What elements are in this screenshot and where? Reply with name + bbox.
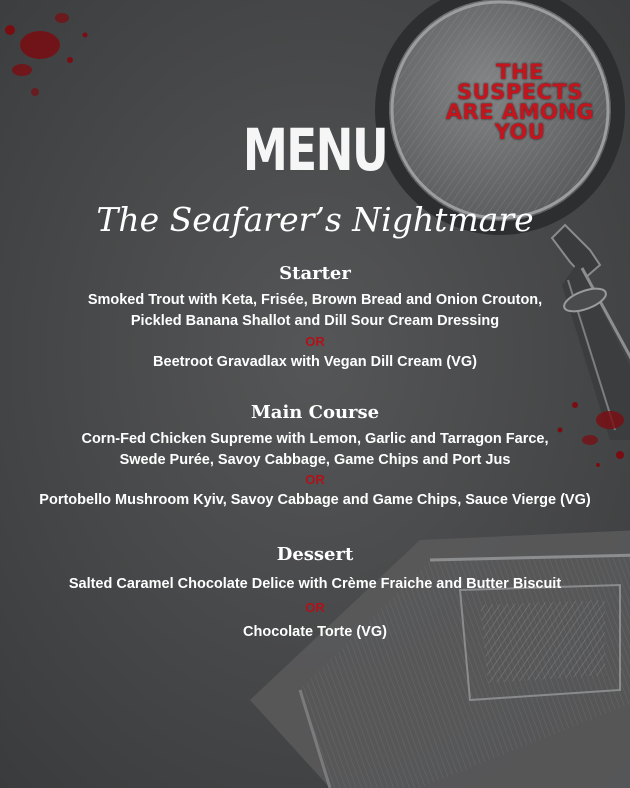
dish-line: Portobello Mushroom Kyiv, Savoy Cabbage and Game Chips, Sauce Vierge (VG) bbox=[39, 492, 591, 508]
dish-line: Salted Caramel Chocolate Delice with Crème Fraiche and Butter Biscuit bbox=[68, 576, 562, 592]
tagline-line: ARE AMONG bbox=[445, 100, 595, 124]
dish-line: Chocolate Torte (VG) bbox=[243, 624, 387, 640]
course-heading-dessert: Dessert bbox=[276, 544, 354, 565]
or-separator: OR bbox=[305, 472, 325, 487]
or-separator: OR bbox=[305, 334, 325, 349]
dish-line: Pickled Banana Shallot and Dill Sour Cream Dressing bbox=[130, 313, 500, 329]
dish-line: Swede Purée, Savoy Cabbage, Game Chips and Port Jus bbox=[119, 452, 511, 468]
course-heading-starter: Starter bbox=[279, 263, 351, 284]
tagline-line: YOU bbox=[494, 120, 546, 144]
menu-subtitle: The Seafarer’s Nightmare bbox=[96, 200, 534, 239]
page-title: MENU bbox=[242, 116, 388, 184]
course-heading-main: Main Course bbox=[250, 402, 380, 423]
dish-line: Corn-Fed Chicken Supreme with Lemon, Garlic and Tarragon Farce, bbox=[81, 431, 549, 447]
dish-line: Smoked Trout with Keta, Frisée, Brown Bread and Onion Crouton, bbox=[87, 292, 543, 308]
or-separator: OR bbox=[305, 600, 325, 615]
tagline-line: SUSPECTS bbox=[457, 80, 583, 104]
dish-line: Beetroot Gravadlax with Vegan Dill Cream (VG) bbox=[153, 354, 477, 370]
tagline-line: THE bbox=[496, 60, 544, 84]
